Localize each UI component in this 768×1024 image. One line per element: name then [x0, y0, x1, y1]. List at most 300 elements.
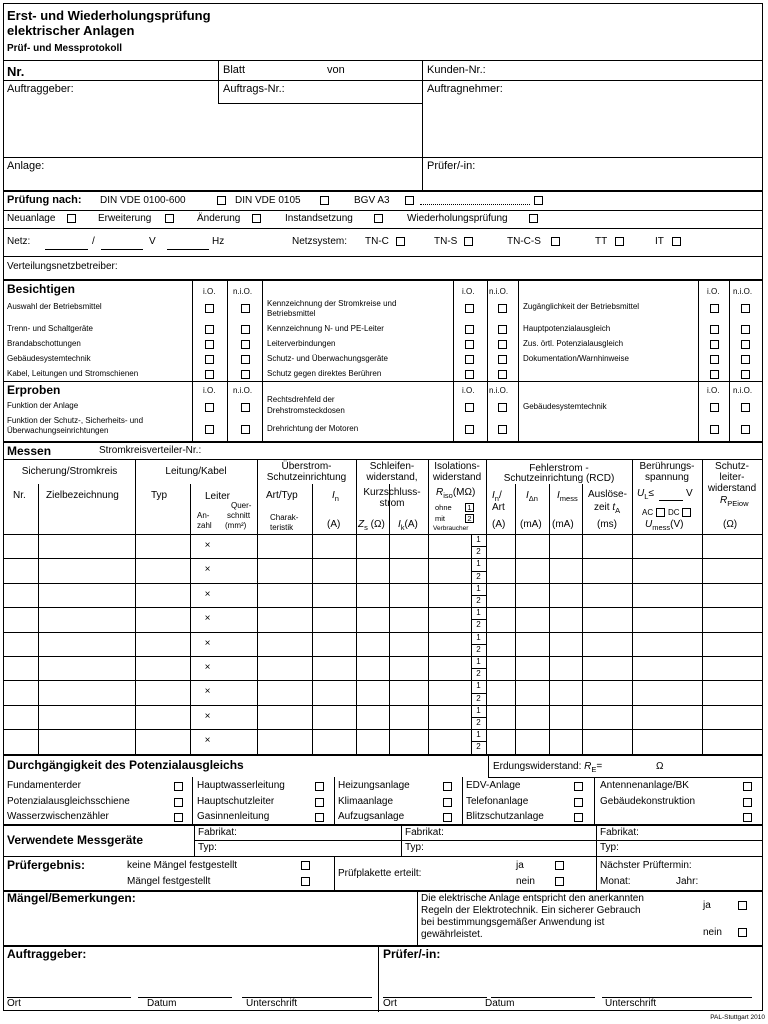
col-arttyp: Art/Typ [266, 490, 298, 501]
col-schutz-1: Schutz- [715, 461, 749, 472]
pruefung-nach-label: Prüfung nach: [7, 194, 82, 206]
type-erweiterung: Erweiterung [98, 213, 152, 224]
besichtigen-c3-r3-nio-checkbox[interactable] [741, 340, 750, 349]
sys-tn-c-s: TN-C-S [507, 236, 541, 247]
table-row[interactable] [4, 680, 762, 704]
netzsystem-label: Netzsystem: [292, 236, 348, 247]
pa-hauptschutz-checkbox[interactable] [315, 798, 324, 807]
besichtigen-c2-r5-nio-checkbox[interactable] [498, 370, 507, 379]
auftragnehmer-label: Auftragnehmer: [427, 83, 503, 95]
check-zugaenglich: Zugänglichkeit der Betriebsmittel [523, 302, 640, 311]
besichtigen-nio-2: n.i.O. [489, 287, 509, 296]
statement-ja-checkbox[interactable] [738, 901, 747, 910]
col-verbr: Verbraucher [433, 525, 469, 532]
check-funktion-schutz: Funktion der Schutz-, Sicherheits- und [7, 416, 144, 425]
check-brand: Brandabschottungen [7, 339, 81, 348]
type-instandsetzung-checkbox[interactable] [374, 214, 383, 223]
messen-title: Messen [7, 444, 52, 458]
col-anzahl-1: An- [197, 511, 210, 520]
row-5-sub-2: 2 [476, 644, 481, 654]
sign-datum-2: Datum [485, 998, 515, 1009]
col-inart-art: Art [492, 502, 505, 513]
col-idn-sub: Δn [528, 494, 538, 503]
check-doku: Dokumentation/Warnhinweise [523, 354, 629, 363]
col-inart-unit: (A) [492, 519, 506, 530]
pa-konstruktion: Gebäudekonstruktion [600, 796, 696, 807]
ergebnis-keine: keine Mängel festgestellt [127, 860, 238, 871]
besichtigen-c2-r5-io-checkbox[interactable] [465, 370, 474, 379]
pa-hauptwasser: Hauptwasserleitung [197, 780, 285, 791]
besichtigen-c1-r2-io-checkbox[interactable] [205, 325, 214, 334]
col-quer-2: schnitt [227, 511, 251, 520]
opt-din-vde-0100: DIN VDE 0100-600 [100, 195, 186, 206]
besichtigen-c3-r1-nio-checkbox[interactable] [741, 304, 750, 313]
pa-wasserzw: Wasserzwischenzähler [7, 811, 109, 822]
ergebnis-maengel-checkbox[interactable] [301, 877, 310, 886]
bemerkungen-title: Mängel/Bemerkungen: [7, 891, 136, 905]
pa-fundamenterder: Fundamenterder [7, 780, 81, 791]
plakette-label: Prüfplakette erteilt: [338, 868, 422, 879]
col-umess-unit: (V) [670, 519, 684, 530]
row-9-sub-1: 1 [476, 730, 481, 740]
besichtigen-c2-r3-nio-checkbox[interactable] [498, 340, 507, 349]
col-anzahl-2: zahl [197, 521, 212, 530]
check-auswahl: Auswahl der Betriebsmittel [7, 302, 102, 311]
type-aenderung-checkbox[interactable] [252, 214, 261, 223]
pa-other-checkbox[interactable] [743, 813, 752, 822]
row-6-x: × [204, 662, 211, 673]
col-ber-1: Berührungs- [639, 461, 695, 472]
besichtigen-c3-r1-io-checkbox[interactable] [710, 304, 719, 313]
besichtigen-c1-r2-nio-checkbox[interactable] [241, 325, 250, 334]
besichtigen-c1-r5-nio-checkbox[interactable] [241, 370, 250, 379]
col-ohne-box[interactable]: 1 [465, 503, 474, 512]
sign-pruefer-title: Prüfer/-in: [383, 947, 441, 961]
col-schleif-3: Kurzschluss- [363, 487, 421, 498]
pa-aufzug-checkbox[interactable] [443, 813, 452, 822]
col-mit-box[interactable]: 2 [465, 514, 474, 523]
col-in-sub: n [334, 494, 339, 503]
blatt-label: Blatt [223, 64, 246, 76]
col-ohne: ohne [435, 503, 452, 512]
geraet2-typ: Typ: [405, 842, 424, 853]
sys-tn-c-checkbox[interactable] [396, 237, 405, 246]
check-drehrichtung: Drehrichtung der Motoren [267, 424, 359, 433]
besichtigen-c3-r2-io-checkbox[interactable] [710, 325, 719, 334]
row-6-sub-2: 2 [476, 669, 481, 679]
besichtigen-c2-r4-nio-checkbox[interactable] [498, 355, 507, 364]
erproben-c3-r1-io-checkbox[interactable] [710, 403, 719, 412]
besichtigen-c1-r1-io-checkbox[interactable] [205, 304, 214, 313]
check-schutzgeraete: Schutz- und Überwachungsgeräte [267, 354, 388, 363]
col-in: I [332, 490, 335, 501]
col-imess-unit: (mA) [552, 519, 574, 530]
erproben-io-3: i.O. [707, 386, 720, 395]
check-kennz-strom: Kennzeichnung der Stromkreise und [267, 299, 397, 308]
row-1-x: × [204, 540, 211, 551]
col-schutz-2: leiter- [719, 472, 745, 483]
statement-line4: gewährleistet. [421, 929, 483, 940]
table-row[interactable] [4, 632, 762, 656]
besichtigen-c3-r4-nio-checkbox[interactable] [741, 355, 750, 364]
erproben-c2-r1-nio-checkbox[interactable] [498, 403, 507, 412]
col-riso-unit: (MΩ) [452, 487, 476, 498]
col-riso: R [436, 487, 444, 498]
durch-title: Durchgängigkeit des Potenzialausgleichs [7, 758, 244, 772]
sign-unterschrift-2: Unterschrift [605, 998, 657, 1009]
col-ta: t [612, 502, 616, 513]
check-gebaeude: Gebäudesystemtechnik [7, 354, 91, 363]
col-charak-2: teristik [270, 523, 294, 532]
geraete-title: Verwendete Messgeräte [7, 833, 144, 847]
col-nr: Nr. [13, 490, 26, 501]
statement-line3: bei bestimmungsgemäßer Anwendung ist [421, 917, 605, 928]
col-ueber-2: Schutzeinrichtung [266, 472, 347, 483]
col-schleif-4: strom [379, 498, 405, 509]
pa-schiene-checkbox[interactable] [174, 798, 183, 807]
sys-tt: TT [595, 236, 608, 247]
kunden-nr-label: Kunden-Nr.: [427, 64, 486, 76]
row-1-sub-2: 2 [476, 547, 481, 557]
ergebnis-keine-checkbox[interactable] [301, 861, 310, 870]
table-row[interactable] [4, 534, 762, 558]
col-charak-1: Charak- [270, 513, 299, 522]
anlage-label: Anlage: [7, 160, 45, 172]
erproben-io-1: i.O. [203, 386, 216, 395]
pa-gas: Gasinnenleitung [197, 811, 270, 822]
col-riso-sub: iso [443, 491, 453, 500]
erproben-c2-r2-io-checkbox[interactable] [465, 425, 474, 434]
col-inart-slash: / [498, 490, 502, 501]
geraet1-typ: Typ: [198, 842, 217, 853]
pa-schiene: Potenzialausgleichsschiene [7, 796, 130, 807]
sign-auftraggeber-title: Auftraggeber: [7, 947, 87, 961]
col-ik-sub: k [400, 523, 405, 532]
erproben-c2-r1-io-checkbox[interactable] [465, 403, 474, 412]
col-ac: AC [642, 508, 654, 517]
pa-telefon: Telefonanlage [466, 796, 529, 807]
type-instandsetzung: Instandsetzung [285, 213, 353, 224]
besichtigen-c1-r4-nio-checkbox[interactable] [241, 355, 250, 364]
statement-line2: Regeln der Elektrotechnik. Ein sicherer Gebrauch [421, 905, 641, 916]
pa-telefon-checkbox[interactable] [574, 798, 583, 807]
col-imess-sub: mess [559, 494, 578, 503]
erproben-title: Erproben [7, 383, 61, 397]
erproben-nio-1: n.i.O. [233, 386, 253, 395]
row-5-x: × [204, 637, 211, 649]
pa-konstruktion-checkbox[interactable] [743, 798, 752, 807]
statement-ja: ja [703, 900, 711, 911]
erdung-ohm: Ω [656, 761, 664, 772]
col-ul-sub: L [644, 492, 649, 501]
pa-antenne-checkbox[interactable] [743, 782, 752, 791]
row-8-sub-2: 2 [476, 718, 481, 727]
check-kabel: Kabel, Leitungen und Stromschienen [7, 369, 139, 378]
col-zs-sub: s [364, 523, 368, 532]
form-title-line2: elektrischer Anlagen [7, 23, 135, 38]
col-ul: U [637, 488, 645, 499]
col-quer-3: (mm²) [225, 521, 247, 530]
erproben-nio-3: n.i.O. [733, 386, 753, 395]
sys-tn-c-s-checkbox[interactable] [551, 237, 560, 246]
erproben-c1-r1-nio-checkbox[interactable] [241, 403, 250, 412]
verteiler-label: Stromkreisverteiler-Nr.: [99, 445, 202, 456]
sign-ort-2: Ort [383, 998, 397, 1009]
pa-wasserzw-checkbox[interactable] [174, 813, 183, 822]
row-7-x: × [204, 686, 211, 698]
erproben-c1-r2-io-checkbox[interactable] [205, 425, 214, 434]
type-neuanlage-checkbox[interactable] [67, 214, 76, 223]
opt-din-vde-0100-checkbox[interactable] [217, 196, 226, 205]
check-funktion-schutz-2: Überwachungseinrichtungen [7, 426, 109, 435]
form-title-line1: Erst- und Wiederholungsprüfung [7, 8, 211, 23]
besichtigen-c2-r1-io-checkbox[interactable] [465, 304, 474, 313]
statement-line1: Die elektrische Anlage entspricht den anerkannten [421, 893, 644, 904]
check-kennz-npe: Kennzeichnung N- und PE-Leiter [267, 324, 384, 333]
col-zs: Z [358, 519, 365, 530]
opt-bgv-a3-checkbox[interactable] [405, 196, 414, 205]
col-ber-2: spannung [645, 472, 689, 483]
col-schleif-1: Schleifen- [369, 461, 415, 472]
pa-klima-checkbox[interactable] [443, 798, 452, 807]
footer-copyright: PAL-Stuttgart 2010 [710, 1014, 765, 1021]
check-zus-pa: Zus. örtl. Potenzialausgleich [523, 339, 624, 348]
geraet3-fabrikat: Fabrikat: [600, 827, 639, 838]
besichtigen-c3-r3-io-checkbox[interactable] [710, 340, 719, 349]
besichtigen-c1-r3-nio-checkbox[interactable] [241, 340, 250, 349]
plakette-nein: nein [516, 876, 535, 887]
besichtigen-c2-r1-nio-checkbox[interactable] [498, 304, 507, 313]
row-4-sub-1: 1 [476, 608, 481, 618]
row-2-x: × [204, 564, 211, 576]
pa-antenne: Antennenanlage/BK [600, 780, 689, 791]
geraet3-typ: Typ: [600, 842, 619, 853]
col-iso-1: Isolations- [434, 461, 480, 472]
col-quer-1: Quer- [231, 501, 252, 510]
sys-it: IT [655, 236, 664, 247]
row-1-sub-1: 1 [476, 535, 481, 544]
erdung-label: Erdungswiderstand: [493, 761, 582, 772]
ergebnis-title: Prüfergebnis: [7, 858, 86, 872]
besichtigen-c3-r4-io-checkbox[interactable] [710, 355, 719, 364]
opt-bgv-a3: BGV A3 [354, 195, 390, 206]
table-row[interactable] [4, 558, 762, 582]
pa-blitz-checkbox[interactable] [574, 813, 583, 822]
opt-din-vde-0105-checkbox[interactable] [320, 196, 329, 205]
col-sicherung: Sicherung/Stromkreis [21, 466, 118, 477]
check-rechtsdrehfeld: Rechtsdrehfeld der [267, 395, 335, 404]
pa-edv-checkbox[interactable] [574, 782, 583, 791]
pa-blitz: Blitzschutzanlage [466, 811, 544, 822]
sign-ort-1: Ort [7, 998, 21, 1009]
erproben-c1-r1-io-checkbox[interactable] [205, 403, 214, 412]
erproben-c3-r2-nio-checkbox[interactable] [741, 425, 750, 434]
table-row[interactable] [4, 656, 762, 680]
check-trenn: Trenn- und Schaltgeräte [7, 324, 93, 333]
col-rpe: R [720, 495, 728, 506]
col-ueber-1: Überstrom- [281, 461, 332, 472]
erproben-nio-2: n.i.O. [489, 386, 509, 395]
row-2-sub-2: 2 [476, 571, 481, 581]
col-ta-unit: (ms) [597, 519, 617, 530]
col-ul-le: ≤ [648, 488, 654, 499]
row-6-sub-1: 1 [476, 657, 481, 666]
col-zs-unit: (Ω) [370, 519, 385, 530]
besichtigen-c3-r5-io-checkbox[interactable] [710, 370, 719, 379]
opt-other-checkbox[interactable] [534, 196, 543, 205]
check-leiterverb: Leiterverbindungen [267, 339, 336, 348]
col-leiter: Leiter [205, 491, 231, 502]
sign-unterschrift-1: Unterschrift [246, 998, 298, 1009]
row-4-x: × [204, 613, 211, 625]
erproben-io-2: i.O. [462, 386, 475, 395]
pa-heizung: Heizungsanlage [338, 780, 410, 791]
row-3-sub-1: 1 [476, 583, 481, 593]
col-imess: I [557, 490, 560, 501]
erproben-c3-r2-io-checkbox[interactable] [710, 425, 719, 434]
row-3-sub-2: 2 [476, 596, 481, 605]
row-8-x: × [204, 710, 211, 722]
besichtigen-io-1: i.O. [203, 287, 216, 296]
pa-hauptschutz: Hauptschutzleiter [197, 796, 275, 807]
col-in-unit: (A) [327, 519, 341, 530]
col-schleif-2: widerstand, [366, 472, 418, 483]
row-5-sub-1: 1 [476, 632, 481, 642]
nr-label: Nr. [7, 64, 25, 79]
col-rpe-sub: PEiow [727, 499, 749, 508]
col-typ: Typ [151, 490, 168, 501]
row-7-sub-1: 1 [476, 681, 481, 691]
type-aenderung: Änderung [197, 213, 241, 224]
table-row[interactable] [4, 607, 762, 631]
auftraggeber-label: Auftraggeber: [7, 83, 74, 95]
naechster-monat: Monat: [600, 876, 631, 887]
opt-din-vde-0105: DIN VDE 0105 [235, 195, 301, 206]
type-wiederholung-checkbox[interactable] [529, 214, 538, 223]
col-rpe-unit: (Ω) [723, 519, 738, 530]
besichtigen-c2-r2-io-checkbox[interactable] [465, 325, 474, 334]
netz-v: V [149, 236, 156, 247]
besichtigen-c3-r2-nio-checkbox[interactable] [741, 325, 750, 334]
ergebnis-maengel: Mängel festgestellt [127, 876, 211, 887]
col-ik-unit: (A) [404, 519, 418, 530]
erdung-re-sub: E [591, 765, 597, 774]
pa-heizung-checkbox[interactable] [443, 782, 452, 791]
row-3-x: × [204, 588, 211, 600]
type-wiederholung: Wiederholungsprüfung [407, 213, 508, 224]
netz-slash: / [92, 236, 95, 247]
pa-aufzug: Aufzugsanlage [338, 811, 405, 822]
besichtigen-io-3: i.O. [707, 287, 720, 296]
netz-label: Netz: [7, 236, 31, 247]
pa-edv: EDV-Anlage [466, 780, 521, 791]
col-schutz-3: widerstand [707, 483, 757, 494]
check-kennz-strom-2: Betriebsmittel [267, 309, 316, 318]
check-hpa: Hauptpotenzialausgleich [523, 324, 611, 333]
besichtigen-c2-r4-io-checkbox[interactable] [465, 355, 474, 364]
row-9-sub-2: 2 [476, 742, 481, 752]
von-label: von [327, 64, 345, 76]
row-7-sub-2: 2 [476, 693, 481, 703]
besichtigen-c1-r3-io-checkbox[interactable] [205, 340, 214, 349]
row-4-sub-2: 2 [476, 620, 481, 630]
col-inart-sub: n [494, 494, 499, 503]
besichtigen-nio-3: n.i.O. [733, 287, 753, 296]
table-row[interactable] [4, 705, 762, 729]
plakette-nein-checkbox[interactable] [555, 877, 564, 886]
col-dc-checkbox[interactable] [682, 508, 691, 517]
sys-tn-c: TN-C [365, 236, 389, 247]
besichtigen-c2-r3-io-checkbox[interactable] [465, 340, 474, 349]
col-ik: I [398, 519, 401, 530]
besichtigen-c2-r2-nio-checkbox[interactable] [498, 325, 507, 334]
type-neuanlage: Neuanlage [7, 213, 56, 224]
erproben-c2-r2-nio-checkbox[interactable] [498, 425, 507, 434]
col-ta-sub: A [615, 506, 621, 515]
check-funktion-anlage: Funktion der Anlage [7, 401, 79, 410]
besichtigen-c1-r4-io-checkbox[interactable] [205, 355, 214, 364]
plakette-ja-checkbox[interactable] [555, 861, 564, 870]
geraet1-fabrikat: Fabrikat: [198, 827, 237, 838]
col-ziel: Zielbezeichnung [46, 490, 119, 501]
erproben-c1-r2-nio-checkbox[interactable] [241, 425, 250, 434]
besichtigen-c1-r5-io-checkbox[interactable] [205, 370, 214, 379]
col-idn: I [526, 490, 529, 501]
col-rcd-2: Schutzeinrichtung (RCD) [503, 473, 615, 484]
col-iso-2: widerstand [432, 472, 482, 483]
erdung-re: R [584, 761, 592, 772]
besichtigen-nio-1: n.i.O. [233, 287, 253, 296]
sign-datum-1: Datum [147, 998, 177, 1009]
col-dc: DC [668, 508, 680, 517]
naechster-jahr: Jahr: [676, 876, 699, 887]
sys-it-checkbox[interactable] [672, 237, 681, 246]
besichtigen-c1-r1-nio-checkbox[interactable] [241, 304, 250, 313]
col-idn-unit: (mA) [520, 519, 542, 530]
type-erweiterung-checkbox[interactable] [165, 214, 174, 223]
pa-gas-checkbox[interactable] [315, 813, 324, 822]
row-9-x: × [204, 735, 211, 747]
col-mit: mit [435, 514, 445, 523]
protocol-form [3, 3, 763, 1011]
statement-nein: nein [703, 927, 722, 938]
naechster-label: Nächster Prüftermin: [600, 860, 692, 871]
pa-fundamenterder-checkbox[interactable] [174, 782, 183, 791]
sys-tt-checkbox[interactable] [615, 237, 624, 246]
col-ac-checkbox[interactable] [656, 508, 665, 517]
sys-tn-s-checkbox[interactable] [464, 237, 473, 246]
erproben-c3-r1-nio-checkbox[interactable] [741, 403, 750, 412]
auftrags-nr-label: Auftrags-Nr.: [223, 83, 285, 95]
table-row[interactable] [4, 583, 762, 607]
vnb-label: Verteilungsnetzbetreiber: [7, 261, 118, 272]
erdung-eq: = [596, 761, 603, 772]
col-inart-i: I [492, 490, 495, 501]
sys-tn-s: TN-S [434, 236, 458, 247]
pruefer-label: Prüfer/-in: [427, 160, 476, 172]
col-rcd-1: Fehlerstrom - [529, 463, 589, 474]
col-ausl-1: Auslöse- [588, 489, 627, 500]
statement-nein-checkbox[interactable] [738, 928, 747, 937]
besichtigen-io-2: i.O. [462, 287, 475, 296]
table-row[interactable] [4, 729, 762, 753]
pa-klima: Klimaanlage [338, 796, 394, 807]
col-leitung: Leitung/Kabel [165, 466, 227, 477]
col-ausl-2: zeit [594, 502, 610, 513]
besichtigen-c3-r5-nio-checkbox[interactable] [741, 370, 750, 379]
col-umess: U [645, 519, 653, 530]
pa-hauptwasser-checkbox[interactable] [315, 782, 324, 791]
